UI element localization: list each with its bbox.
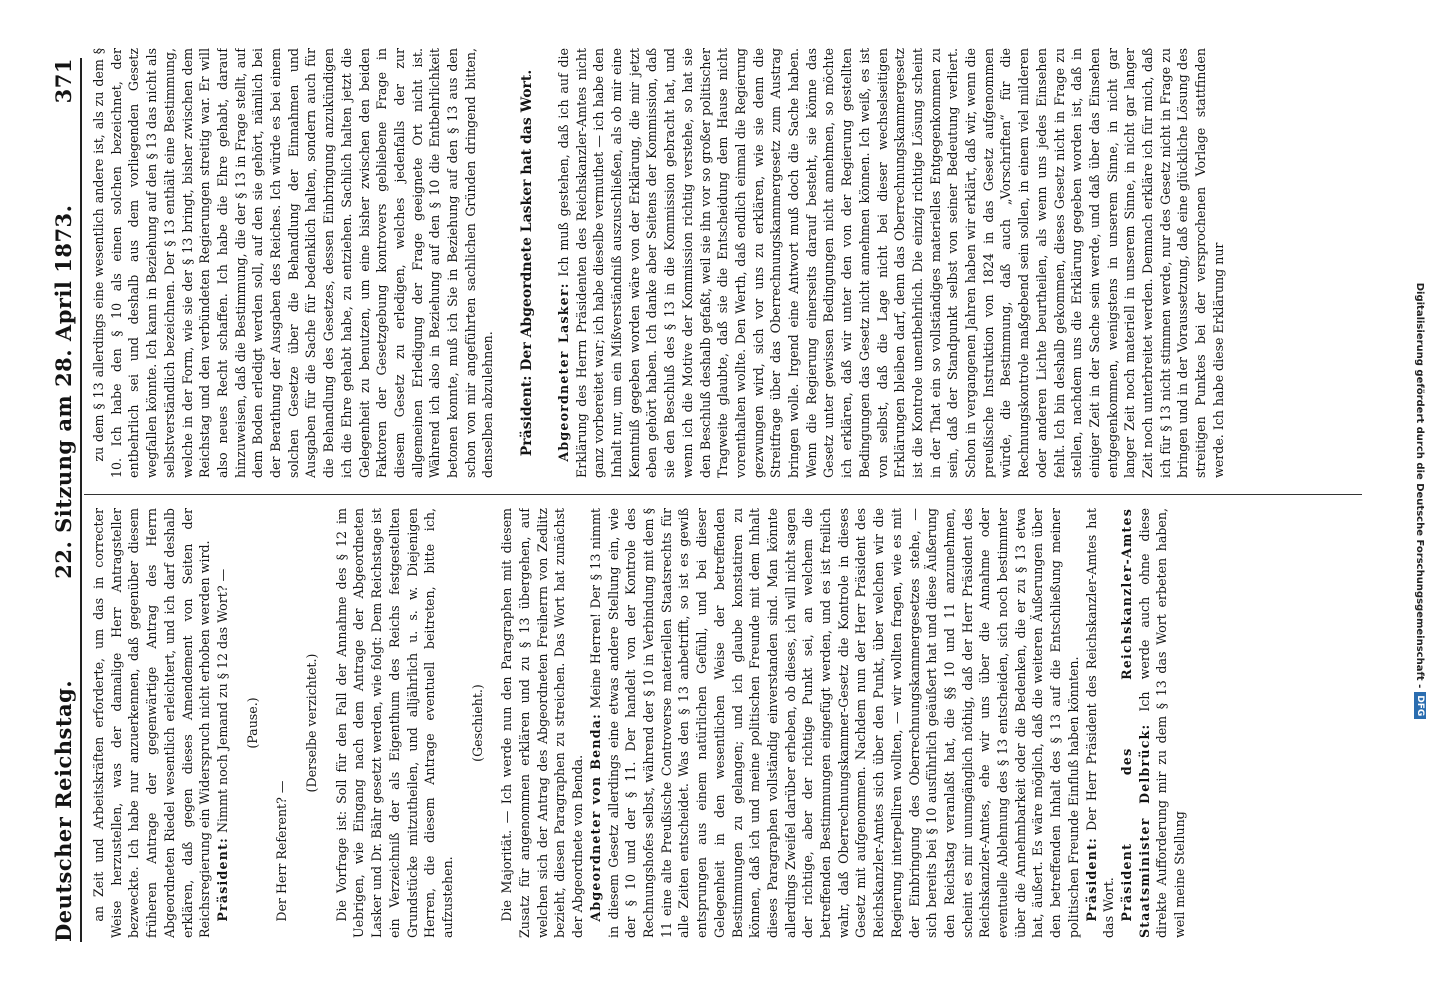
column-divider: [84, 494, 1362, 495]
paragraph: Die Majorität. — Ich werde nun den Paragraphen mit diesem Zusatz für angenommen erklären und zu § 13 übergehen, auf welchen sich der Antrag des Abgeordneten Freiherrn von Zedlitz bezieht, diesen Paragraphen zu streichen. Das Wort hat zunächst der Abgeordnete von Benda.: [499, 508, 586, 938]
header-left: Deutscher Reichstag.: [51, 679, 76, 942]
paragraph: [555, 48, 1228, 478]
speech-text: Ich muß gestehen, daß ich auf die Erklärung des Herrn Präsidenten des Reichskanzler-Amtes nicht ganz vorbereitet war; ich habe dieselbe vermuthet — ich habe den Inhalt nur, um ein Mißverständniß auszuschließen, als ob mir eine Kenntniß gegeben worden wäre von der Erklärung, die mir jetzt eben gehört haben. Ich danke aber Seitens der Kommission, daß sie den Beschluß des § 13 in die Kommission gebracht hat, und wenn ich die Motive der Kommission richtig verstehe, so hat sie den Beschluß deshalb gefaßt, weil sie ihn vor so großer politischer Tragweite glaubte, daß sie die Entscheidung dem Hause nicht vorenthalten wollte. Den Werth, daß endlich einmal die Regierung gezwungen wird, sich vor uns zu erklären, wie sie denn die Streitfrage über das Oberrechnungskammergesetz zum Austrag bringen wolle. Irgend eine Antwort muß doch die Sache haben. Wenn die Regierung einerseits darauf besteht, sie könne das Gesetz unter gewissen Bedingungen nicht annehmen, so möchte ich erklären, daß wir unter den von der Regierung gestellten Bedingungen das Gesetz nicht annehmen können. Ich weiß, es ist von selbst, daß die Lage nicht bei dieser wechselseitigen Erklärungen bleiben darf, denn das Oberrechnungskammergesetz ist die Kontrole unentbehrlich. Die einzig richtige Lösung scheint in der That ein so vollständiges materielles Entgegenkommen zu sein, daß der Standpunkt selbst von seiner Bedeutung verliert. Schon in vergangenen Jahren haben wir erklärt, daß wir, wenn die preußische Instruktion von 1824 in das Gesetz aufgenommen würde, die Bestimmung, daß auch „Vorschriften“ für die Rechnungskontrole maßgebend sein sollen, in einem viel milderen oder anderen Lichte beurtheilen, als wenn uns jedes Einsehen fehlt. Ich bin deshalb gekommen, dieses Gesetz nicht in Frage zu stellen, nachdem uns die Erklärung gegeben worden ist, daß in einiger Zeit in der Sache sein werde, und daß über das Einsehen entgegenkommen, wenigstens in unserem Sinne, in nicht gar langer Zeit noch materiell in unserem Sinne, in nicht gar langer Zeit noch unterbreitet werden. Demnach erkläre ich für mich, daß ich für § 13 nicht stimmen werde, nur des Gesetz nicht in Frage zu bringen und in der Voraussetzung, daß eine glückliche Lösung des streitigen Punktes bei der versprochenen Vorlage stattfinden werde. Ich habe diese Erklärung nur: [555, 48, 1226, 478]
left-column: [90, 508, 1364, 938]
header-center: 22. Sitzung am 28. April 1873.: [51, 204, 76, 579]
paragraph: [1118, 508, 1189, 938]
speaker-name: Abgeordneter von Benda:: [587, 713, 603, 922]
paragraph: an Zeit und Arbeitskräften erforderte, um das in correcter Weise herzustellen, was der damalige Herr Antragsteller bezweckte. Ich habe nur anzuerkennen, daß gegenüber diesem früheren Antrage der gegenwärtige Antrag des Herrn Abgeordneten Riedel wesentlich erleichtert, und ich darf deshalb erklären, daß gegen dieses Amendement von Seiten der Reichsregierung ein Widerspruch nicht erhoben werden wird.: [91, 508, 213, 938]
page-header: [46, 58, 76, 942]
digitization-text: Digitalisierung gefördert durch die Deutsche Forschungsgemeinschaft -: [1414, 282, 1426, 689]
stage-direction: (Derselbe verzichtet.): [304, 653, 320, 793]
dfg-logo: DFG: [1414, 692, 1426, 719]
paragraph: [214, 508, 232, 938]
right-column: [90, 48, 1364, 478]
digitization-note: [1412, 12, 1432, 990]
speaker-name: Abgeordneter Lasker:: [555, 282, 571, 462]
paragraph: zu dem § 13 allerdings eine wesentlich andere ist, als zu dem § 10. Ich habe den § 10 als einen solchen bezeichnet, der entbehrlich sei und deshalb aus dem vorliegenden Gesetz wegfallen könnte. Ich kann in Beziehung auf den § 13 das nicht als selbstverständlich bezeichnen. Der § 13 enthält eine Bestimmung, welche in der Form, wie sie der § 13 bringt, bisher zwischen dem Reichstag und den verbündeten Regierungen streitig war. Er will also neues Recht schaffen. Ich habe die Ehre gehabt, darauf hinzuweisen, daß die Bestimmung, die der § 13 in Frage stellt, auf dem Boden erledigt werden soll, auf den sie gehört, nämlich bei der Berathung der Ausgaben des Reiches. Ich würde es bei einem solchen Gesetze über die Behandlung der Einnahmen und Ausgaben für die Sache für bedenklich halten, sondern auch für die Behandlung des Gesetzes, dessen Einbringung anzukündigen ich die Ehre gehabt habe, zu entziehen. Sachlich halten jetzt die Gelegenheit zu benutzen, um eine bisher zwischen den beiden Faktoren der Gesetzgebung kontrovers gebliebene Frage in diesem Gesetz zu erledigen, welches jedenfalls der zur allgemeinen Erledigung der Frage geeignete Ort nicht ist. Während ich also in Beziehung auf den § 10 die Entbehrlichkeit betonen konnte, muß ich Sie in Beziehung auf den § 13 aus den schon von mir angeführten sachlichen Gründen dringend bitten, denselben abzulehnen.: [91, 48, 496, 478]
document-page: [40, 40, 1380, 960]
speech-text: Meine Herren! Der § 13 nimmt in diesem Gesetz allerdings eine etwas andere Stellung ein, wie der § 10 und der § 11. Der handelt von der Kontrole des Rechnungshofes selbst, während der § 10 in Verbindung mit dem § 11 eine alte Preußische Controverse materiellen Staatsrechts für alle Zeiten entscheidet. Was den § 13 anbetrifft, so ist es gewiß entsprungen aus einem natürlichen Gefühl, und bei dieser Gelegenheit in den wesentlichen Weise der betreffenden Bestimmungen zu gelangen; und ich glaube konstatiren zu können, daß ich und meine politischen Freunde mit dem Inhalt dieses Paragraphen vollständig einverstanden sind. Man könnte allerdings Zweifel darüber erheben, ob dieses, ich will nicht sagen der richtige, aber der richtige Punkt sei, an welchem die betreffenden Bestimmungen eingefügt werden, und es ist freilich wahr, daß Oberrechnungskammer-Gesetz die Kontrole in dieses Gesetz mit aufgenommen. Nachdem nun der Herr Präsident des Reichskanzler-Amtes sich über den Punkt, über welchen wir die Regierung interpelliren wollten, — wir wollten fragen, wie es mit der Einbringung des Oberrechnungskammergesetzes stehe, — sich bereits bei § 10 ausführlich geäußert hat und diese Äußerung den Reichstag veranlaßt hat, die §§ 10 und 11 anzunehmen, scheint es mir unumgänglich nöthig, daß der Herr Präsident des Reichskanzler-Amtes, ehe wir uns über die Annahme oder eventuelle Ablehnung des § 13 entscheiden, sich noch bestimmter über die Annehmbarkeit oder die Bedenken, die er zu § 13 etwa hat, äußert. Es wäre möglich, daß die weiteren Äußerungen über den betreffenden Inhalt des § 13 auf die Entschließung meiner politischen Freunde Einfluß haben könnten.: [587, 508, 1081, 938]
paragraph: [587, 508, 1083, 938]
stage-direction: (Pause.): [244, 697, 260, 749]
speaker-name: Präsident des Reichskanzler-Amtes Staatsminister Delbrück:: [1118, 508, 1152, 938]
stage-direction: (Geschieht.): [469, 684, 485, 762]
header-rule: [80, 58, 82, 942]
speech-text: Der Herr Präsident des Reichskanzler-Amtes hat das Wort.: [1083, 508, 1117, 938]
paragraph: Die Vorfrage ist: Soll für den Fall der Annahme des § 12 im Uebrigen, wie Eingang nach dem Antrage der Abgeordneten Lasker und Dr. Bähr gesetzt werden, wie folgt: Dem Reichstage ist ein Verzeichniß der als Eigenthum des Reichs festgestellten Grundstücke mitzutheilen, und alljährlich u. s. w. Diejenigen Herren, die diesem Antrage eventuell beitreten, bitte ich, aufzustehen.: [333, 508, 455, 938]
speaker-heading: Präsident: Der Abgeordnete Lasker hat das Wort.: [519, 69, 536, 457]
rotated-scan: [40, 40, 1380, 960]
speaker-name: Präsident:: [214, 837, 230, 922]
speech-text: Ich werde auch ohne diese direkte Aufforderung mir zu dem § 13 das Wort erbeten haben, weil meine Stellung: [1136, 508, 1188, 938]
paragraph: Der Herr Referent? —: [274, 780, 290, 922]
speaker-name: Präsident:: [1083, 837, 1099, 922]
speech-text: Nimmt noch Jemand zu § 12 das Wort? —: [214, 568, 230, 838]
page-number: 371: [51, 58, 76, 104]
paragraph: [1083, 508, 1118, 938]
